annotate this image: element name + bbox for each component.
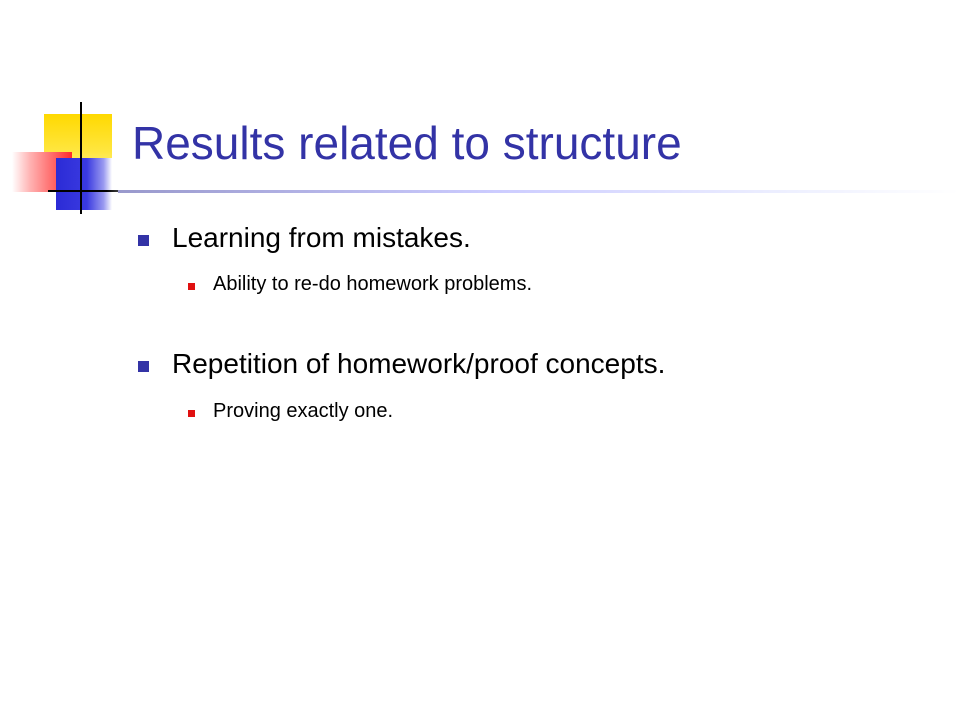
sub-bullet-item	[186, 273, 532, 296]
bullet-text: Repetition of homework/proof concepts.	[172, 348, 666, 379]
slide-title: Results related to structure	[132, 117, 682, 169]
bullet-text: Learning from mistakes.	[172, 222, 471, 253]
bullet-item	[134, 348, 665, 380]
square-bullet-icon	[188, 283, 195, 290]
bullet-item	[134, 222, 471, 254]
square-bullet-icon	[188, 410, 195, 417]
square-bullet-icon	[138, 235, 149, 246]
square-bullet-icon	[138, 361, 149, 372]
sub-bullet-item	[186, 400, 393, 423]
sub-bullet-text: Proving exactly one.	[213, 400, 394, 422]
sub-bullet-text: Ability to re-do homework problems.	[213, 273, 533, 295]
